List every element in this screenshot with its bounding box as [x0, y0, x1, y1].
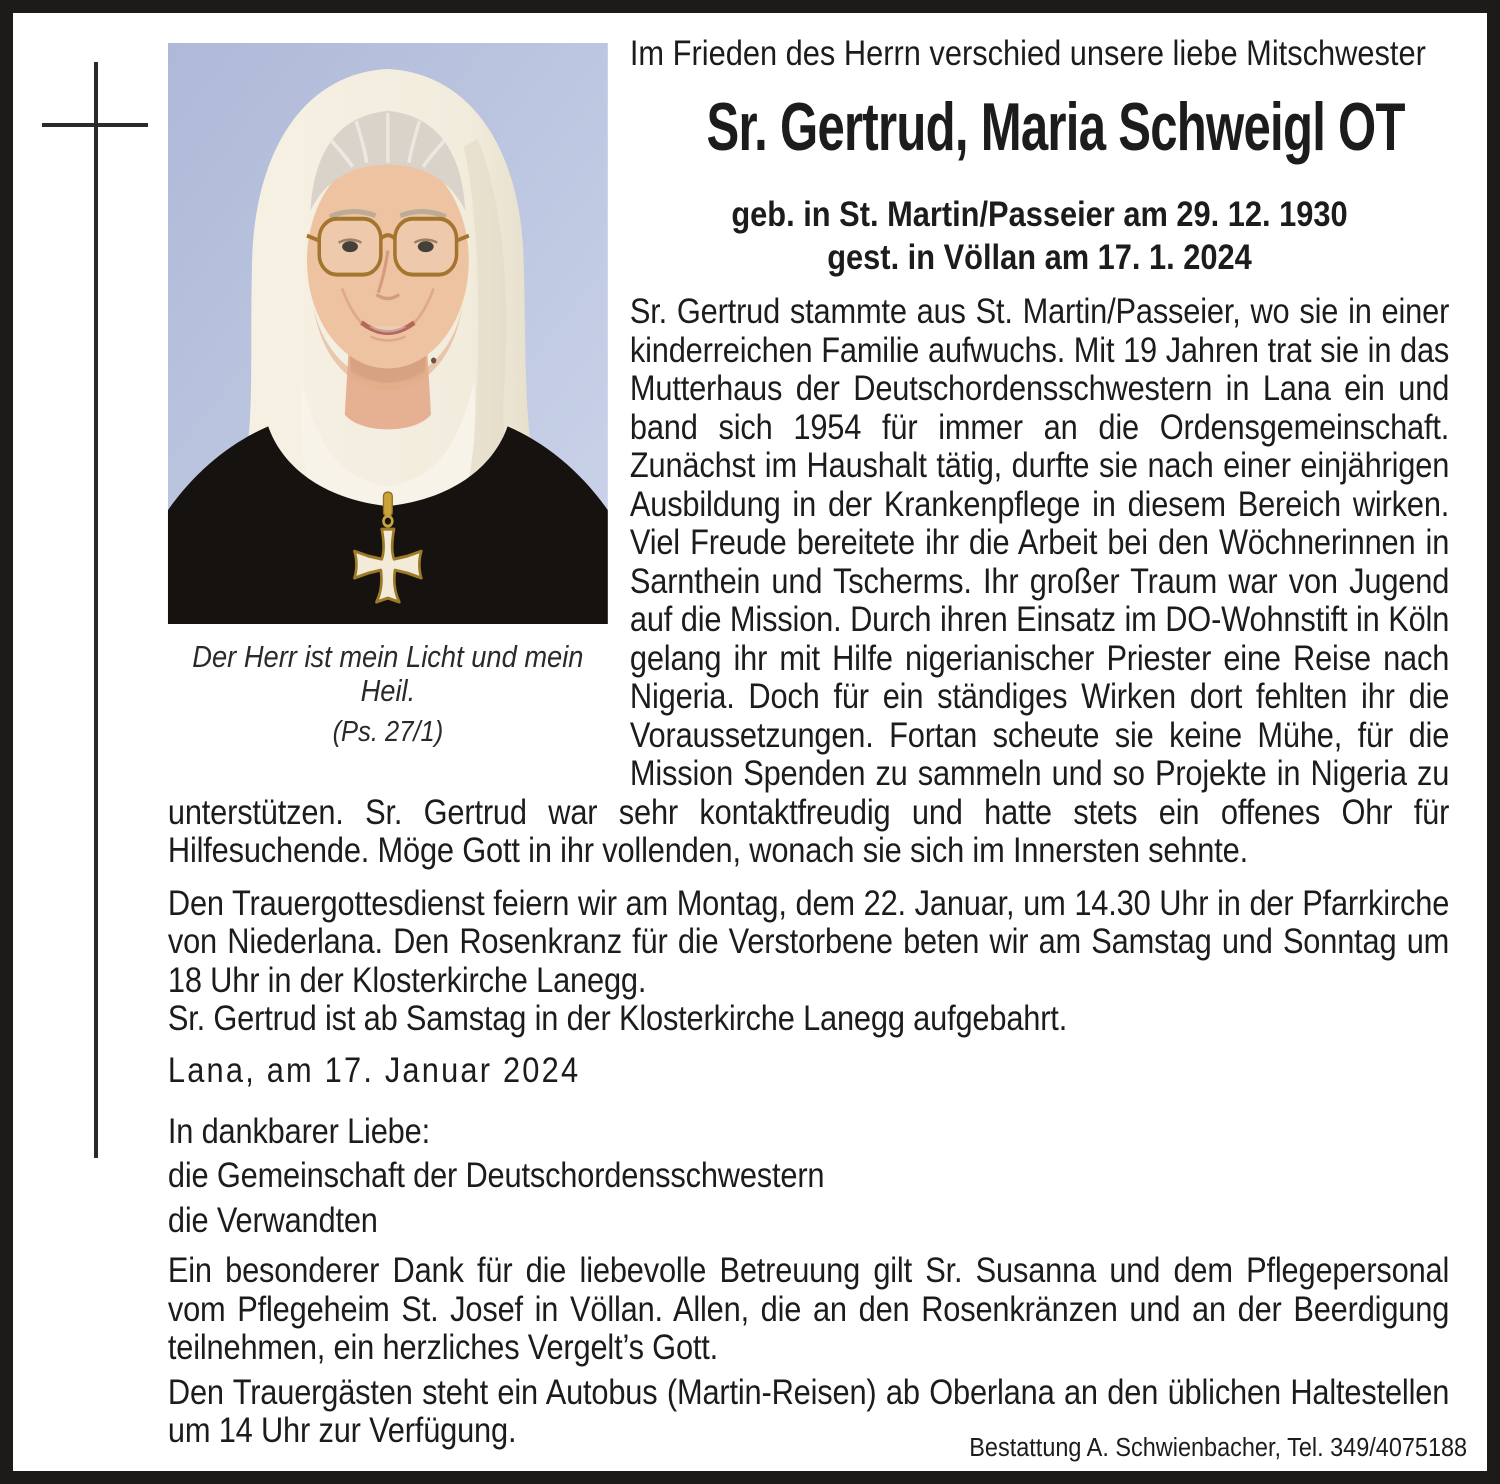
bus-info: Den Trauergästen steht ein Autobus (Martin-Reisen) ab Oberlana an den üblichen Haltestellen um 14 Uhr zur Verfügung. — [167, 1372, 1450, 1450]
deceased-name: Sr. Gertrud, Maria Schweigl OT — [706, 89, 1405, 165]
birth-line: geb. in St. Martin/Passeier am 29. 12. 1930 — [731, 195, 1348, 234]
biography-text: Sr. Gertrud stammte aus St. Martin/Passeier, wo sie in einer kinderreichen Familie aufwuchs. Mit 19 Jahren trat sie in das Mutterhaus der Deutschordensschwestern in Lana ein und band sich 1954 für immer an die Ordensgemeinschaft. Zunächst im Haushalt tätig, durfte sie nach einer einjährigen Ausbildung in der Krankenpflege in diesem Bereich wirken. Viel Freude bereitete ihr die Arbeit bei den Wöchnerinnen in Sarnthein und Tscherms. Ihr großer Traum war von Jugend auf die Mission. Durch ihren Einsatz im DO-Wohnstift in Köln gelang ihr mit Hilfe nigerianischer Priester eine Reise nach Nigeria. Doch für ein ständiges Wirken dort fehlten ihr die Voraussetzungen. Fortan scheute sie keine Mühe, für die Mission Spenden zu sammeln und so Projekte in Nigeria zu unterstützen. Sr. Gertrud war sehr kontaktfreudig und hatte stets ein offenes Ohr für Hilfesuchende. Möge Gott in ihr vollenden, wonach sie sich im Innersten sehnte. — [167, 292, 1450, 870]
dateline: Lana, am 17. Januar 2024 — [167, 1050, 581, 1090]
death-line: gest. in Völlan am 17. 1. 2024 — [827, 238, 1252, 277]
thanks-text: Ein besonderer Dank für die liebevolle Betreuung gilt Sr. Susanna und dem Pflegepersonal vom Pflegeheim St. Josef in Völlan. Allen, die an den Rosenkränzen und an der Beerdigung teilnehmen, ein herzliches Vergelt’s Gott. — [167, 1251, 1450, 1367]
nun-portrait-illustration — [168, 43, 608, 624]
photo-caption-verse: Der Herr ist mein Licht und mein Heil. — [192, 639, 584, 708]
portrait-figure — [168, 43, 608, 748]
mourner-relatives: die Verwandten — [167, 1200, 378, 1240]
funeral-home-credit: Bestattung A. Schwienbacher, Tel. 349/4075188 — [969, 1434, 1467, 1462]
mourner-community: die Gemeinschaft der Deutschordensschwestern — [167, 1156, 825, 1195]
photo-caption-source: (Ps. 27/1) — [332, 716, 444, 748]
intro-line: Im Frieden des Herrn verschied unsere liebe Mitschwester — [629, 34, 1426, 73]
service-info: Den Trauergottesdienst feiern wir am Montag, dem 22. Januar, um 14.30 Uhr in der Pfarrkirche von Niederlana. Den Rosenkranz für die Verstorbene beten wir am Samstag und Sonntag um 18 Uhr in der Klosterkirche Lanegg. — [167, 883, 1450, 1000]
portrait-photo — [168, 43, 608, 624]
repose-info: Sr. Gertrud ist ab Samstag in der Klosterkirche Lanegg aufgebahrt. — [167, 999, 1068, 1038]
photo-caption — [168, 640, 608, 748]
closing-heading: In dankbarer Liebe: — [167, 1111, 430, 1151]
notice-content — [13, 13, 1472, 1451]
